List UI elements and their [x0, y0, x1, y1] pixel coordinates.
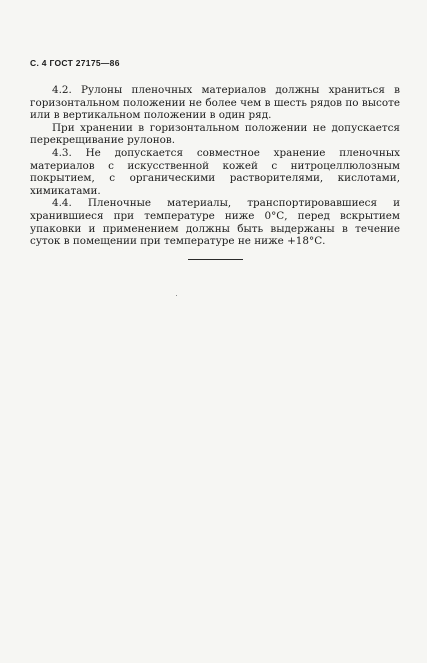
scan-speck — [176, 295, 177, 296]
paragraph-4-4: 4.4. Пленочные материалы, транспортировавшиеся и хранившиеся при температуре ниже 0°С, перед вскрытием упаковки и применением должны быть выдержаны в течение суток в помещении при температуре не ниже +18°С. — [30, 197, 400, 248]
body-text — [30, 84, 400, 248]
paragraph-4-3: 4.3. Не допускается совместное хранение пленочных материалов с искусственной кожей с нитроцеллюлозным покрытием, с органическими растворителями, кислотами, химикатами. — [30, 146, 400, 197]
section-end-rule — [188, 259, 243, 260]
paragraph-4-2-continued: При хранении в горизонтальном положении не допускается перекрещивание рулонов. — [30, 121, 400, 147]
page-header: С. 4 ГОСТ 27175—86 — [30, 58, 120, 68]
paragraph-4-2: 4.2. Рулоны пленочных материалов должны храниться в горизонтальном положении не более чем в шесть рядов по высоте или в вертикальном положении в один ряд. — [30, 84, 400, 122]
